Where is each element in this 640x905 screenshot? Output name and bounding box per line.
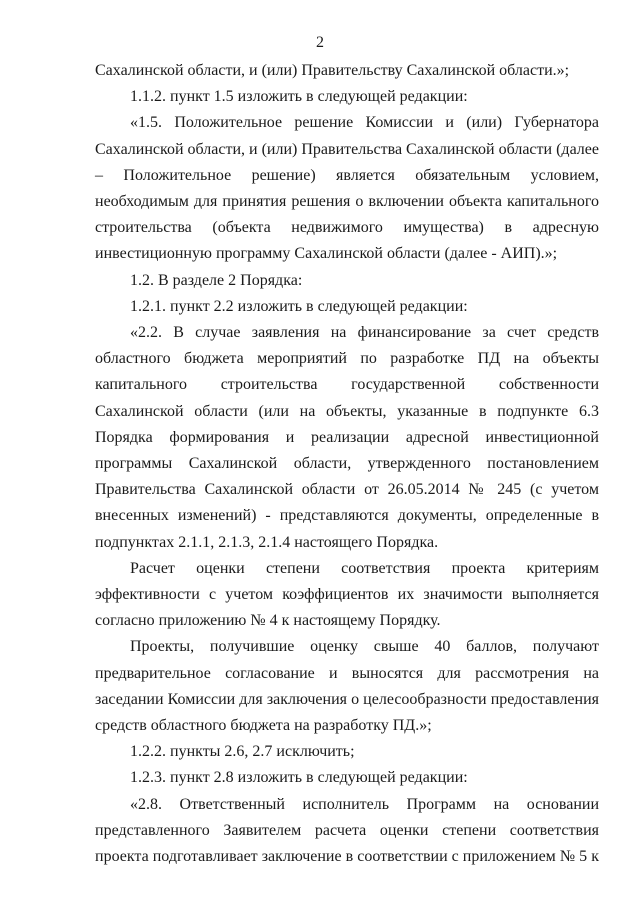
paragraph: «1.5. Положительное решение Комиссии и (или) Губернатора Сахалинской области, и (или) Правительства Сахалинской области (далее – Положительное решение) является обязательным условием, необходимым для принятия решения о включении объекта капитального строительства (объекта недвижимого имущества) в адресную инвестиционную программу Сахалинской области (далее - АИП).»; xyxy=(95,114,599,263)
paragraph: «2.2. В случае заявления на финансирование за счет средств областного бюджета мероприятий по разработке ПД на объекты капитального строительства государственной собственности Сахалинской области (или на объекты, указанные в подпункте 6.3 Порядка формирования и реализации адресной инвестиционной программы Сахалинской области, утвержденного постановлением Правительства Сахалинской области от 26.05.2014 № 245 (с учетом внесенных изменений) - представляются документы, определенные в подпунктах 2.1.1, 2.1.3, 2.1.4 настоящего Порядка. xyxy=(95,324,599,551)
document-body xyxy=(95,58,599,870)
paragraph: Сахалинской области, и (или) Правительству Сахалинской области.»; xyxy=(95,62,570,79)
paragraph: 1.1.2. пункт 1.5 изложить в следующей редакции: xyxy=(130,88,468,106)
page-number: 2 xyxy=(316,34,324,51)
paragraph: Проекты, получившие оценку свыше 40 баллов, получают предварительное согласование и выносятся для рассмотрения на заседании Комиссии для заключения о целесообразности предоставления средств областного бюджета на разработку ПД.»; xyxy=(95,638,599,735)
paragraph: 1.2.1. пункт 2.2 изложить в следующей редакции: xyxy=(130,297,468,315)
paragraph: 1.2.3. пункт 2.8 изложить в следующей редакции: xyxy=(130,769,468,787)
paragraph: Расчет оценки степени соответствия проекта критериям эффективности с учетом коэффициентов их значимости выполняется согласно приложению № 4 к настоящему Порядку. xyxy=(95,559,599,630)
paragraph: «2.8. Ответственный исполнитель Программ на основании представленного Заявителем расчета оценки степени соответствия проекта подготавливает заключение в соответствии с приложением № 5 к xyxy=(95,795,599,866)
paragraph: 1.2.2. пункты 2.6, 2.7 исключить; xyxy=(130,743,355,761)
paragraph: 1.2. В разделе 2 Порядка: xyxy=(130,271,303,289)
